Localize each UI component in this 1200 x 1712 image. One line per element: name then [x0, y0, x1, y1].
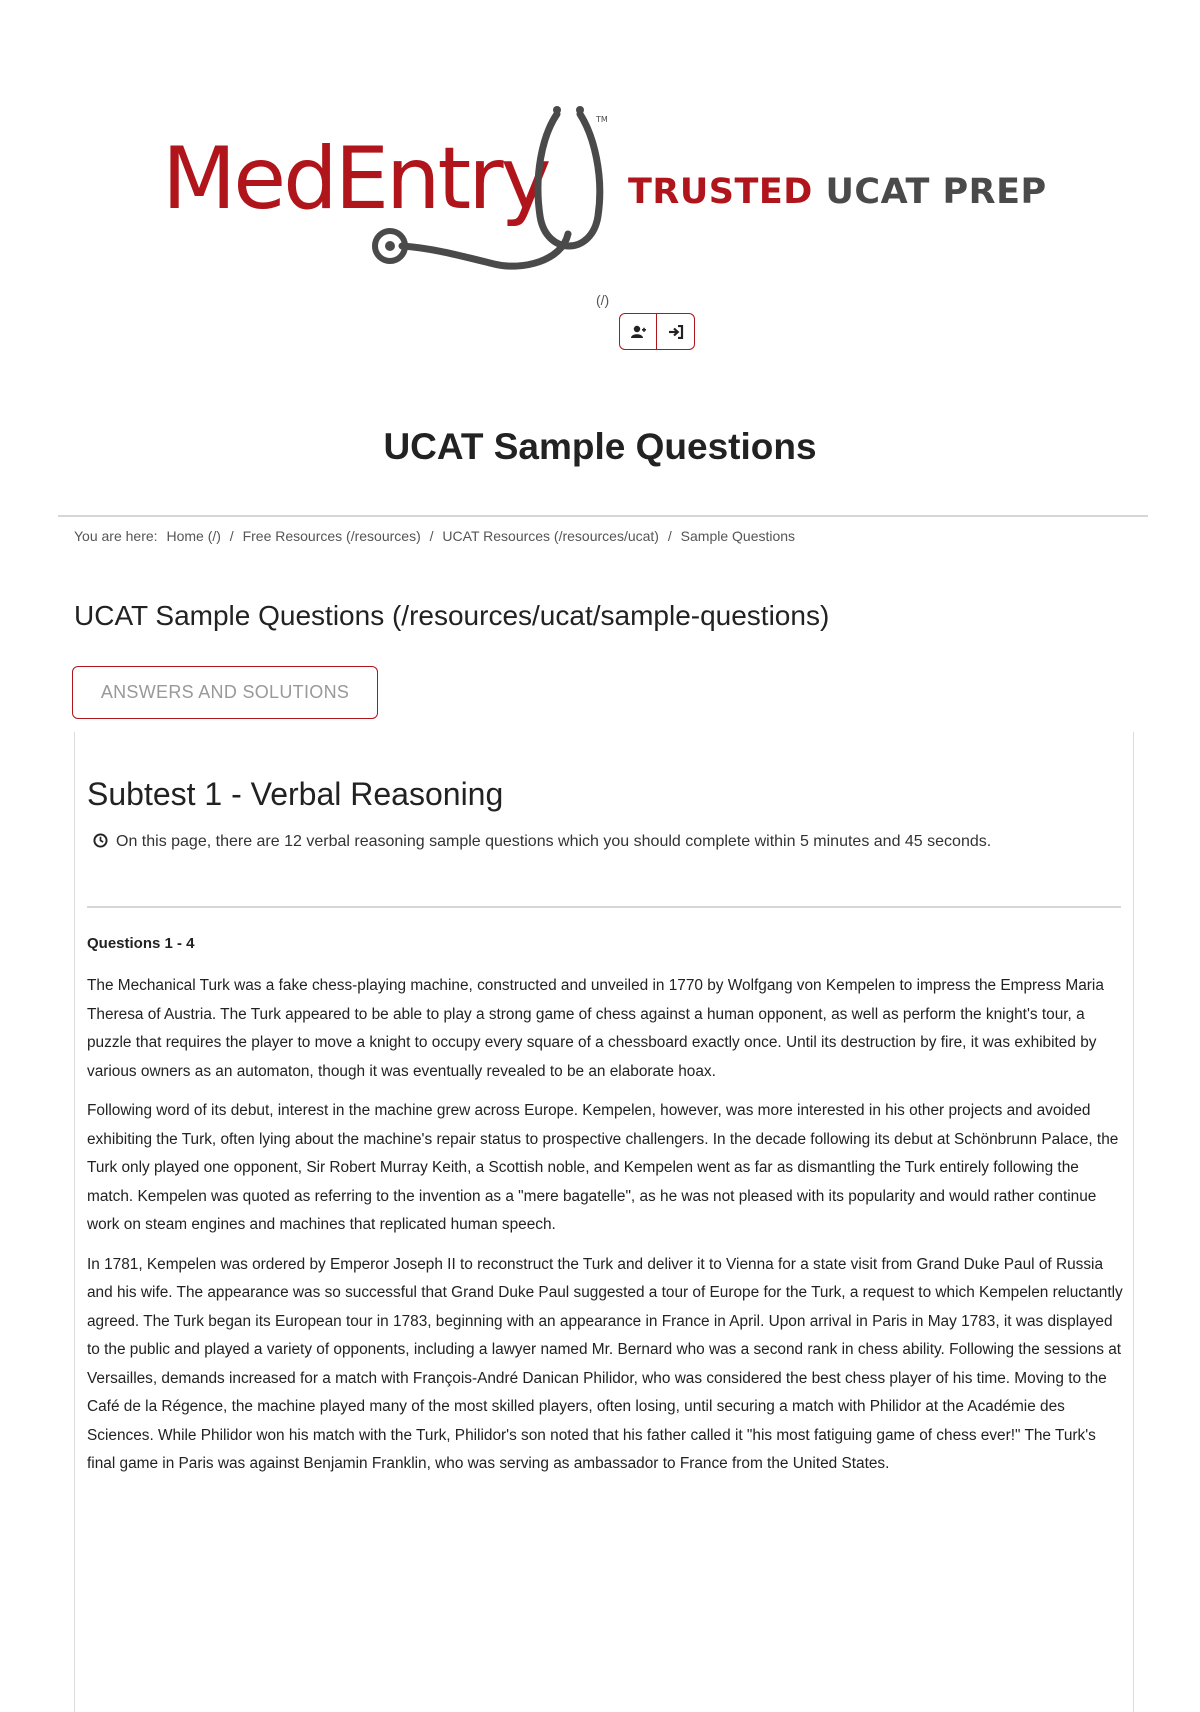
- home-link-slug[interactable]: (/): [596, 292, 610, 308]
- breadcrumb-item-ucat-resources[interactable]: UCAT Resources (/resources/ucat): [442, 528, 659, 544]
- medentry-logo: [162, 96, 622, 276]
- divider: [87, 906, 1121, 908]
- subtest-info: [87, 826, 1087, 857]
- breadcrumb-item-free-resources[interactable]: Free Resources (/resources): [242, 528, 421, 544]
- page-title: UCAT Sample Questions: [383, 426, 817, 467]
- breadcrumb-item-home[interactable]: Home (/): [166, 528, 221, 544]
- sign-in-icon: [668, 325, 684, 339]
- subtest-title: Subtest 1 - Verbal Reasoning: [87, 776, 504, 812]
- sign-in-button[interactable]: [657, 313, 695, 350]
- divider: [58, 515, 1148, 517]
- clock-icon: [93, 833, 108, 848]
- breadcrumb-separator: /: [667, 528, 672, 544]
- breadcrumb-separator: /: [429, 528, 434, 544]
- logo-tagline: TRUSTED UCAT PREP: [628, 172, 1047, 212]
- reading-passage: [87, 972, 1125, 1490]
- passage-paragraph: The Mechanical Turk was a fake chess-playing machine, constructed and unveiled in 1770 by Wolfgang von Kempelen to impress the Empress Maria Theresa of Austria. The Turk appeared to be able to play a strong game of chess against a human opponent, as well as perform the knight's tour, a puzzle that requires the player to move a knight to occupy every square of a chessboard exactly once. Until its destruction by fire, it was exhibited by various owners as an automaton, though it was eventually revealed to be an elaborate hoax.: [87, 977, 1104, 1080]
- account-button-group: [619, 313, 695, 350]
- passage-paragraph: In 1781, Kempelen was ordered by Emperor Joseph II to reconstruct the Turk and deliver it to Vienna for a state visit from Grand Duke Paul of Russia and his wife. The appearance was so successful that Grand Duke Paul suggested a tour of Europe for the Turk, a request to which Kempelen reluctantly agreed. The Turk began its European tour in 1783, beginning with an appearance in France in April. Upon arrival in Paris in May 1783, it was displayed to the public and played a variety of opponents, including a lawyer named Mr. Bernard who was a second rank in chess ability. Following the sessions at Versailles, demands increased for a match with François-André Danican Philidor, who was considered the best chess player of his time. Moving to the Café de la Régence, the machine played many of the most skilled players, often losing, until securing a match with Philidor at the Académie des Sciences. While Philidor won his match with the Turk, Philidor's son noted that his father called it "his most fatiguing game of chess ever!" The Turk's final game in Paris was against Benjamin Franklin, who was serving as ambassador to France from the United States.: [87, 1255, 1123, 1472]
- breadcrumb-item-current: Sample Questions: [680, 528, 796, 544]
- breadcrumb-prefix: You are here:: [74, 528, 158, 544]
- logo-brand-text: MedEntry: [162, 129, 549, 229]
- questions-heading: Questions 1 - 4: [87, 935, 195, 952]
- answers-and-solutions-button[interactable]: ANSWERS AND SOLUTIONS: [72, 666, 378, 719]
- breadcrumb: [74, 528, 800, 544]
- breadcrumb-separator: /: [229, 528, 234, 544]
- brand-logo[interactable]: [162, 96, 1047, 276]
- register-button[interactable]: [619, 313, 657, 350]
- passage-paragraph: Following word of its debut, interest in the machine grew across Europe. Kempelen, however, was more interested in his other projects and avoided exhibiting the Turk, often lying about the machine's repair status to prospective challengers. In the decade following its debut at Schönbrunn Palace, the Turk only played one opponent, Sir Robert Murray Keith, a Scottish noble, and Kempelen went as far as dismantling the Turk entirely following the match. Kempelen was quoted as referring to the invention as a "mere bagatelle", as he was not pleased with its popularity and would rather continue work on steam engines and machines that replicated human speech.: [87, 1102, 1119, 1233]
- subtest-info-text: On this page, there are 12 verbal reasoning sample questions which you should complete within 5 minutes and 45 seconds.: [116, 833, 992, 850]
- user-icon: [630, 325, 646, 339]
- section-title-link[interactable]: UCAT Sample Questions (/resources/ucat/sample-questions): [74, 600, 830, 631]
- svg-text:TM: TM: [596, 115, 608, 124]
